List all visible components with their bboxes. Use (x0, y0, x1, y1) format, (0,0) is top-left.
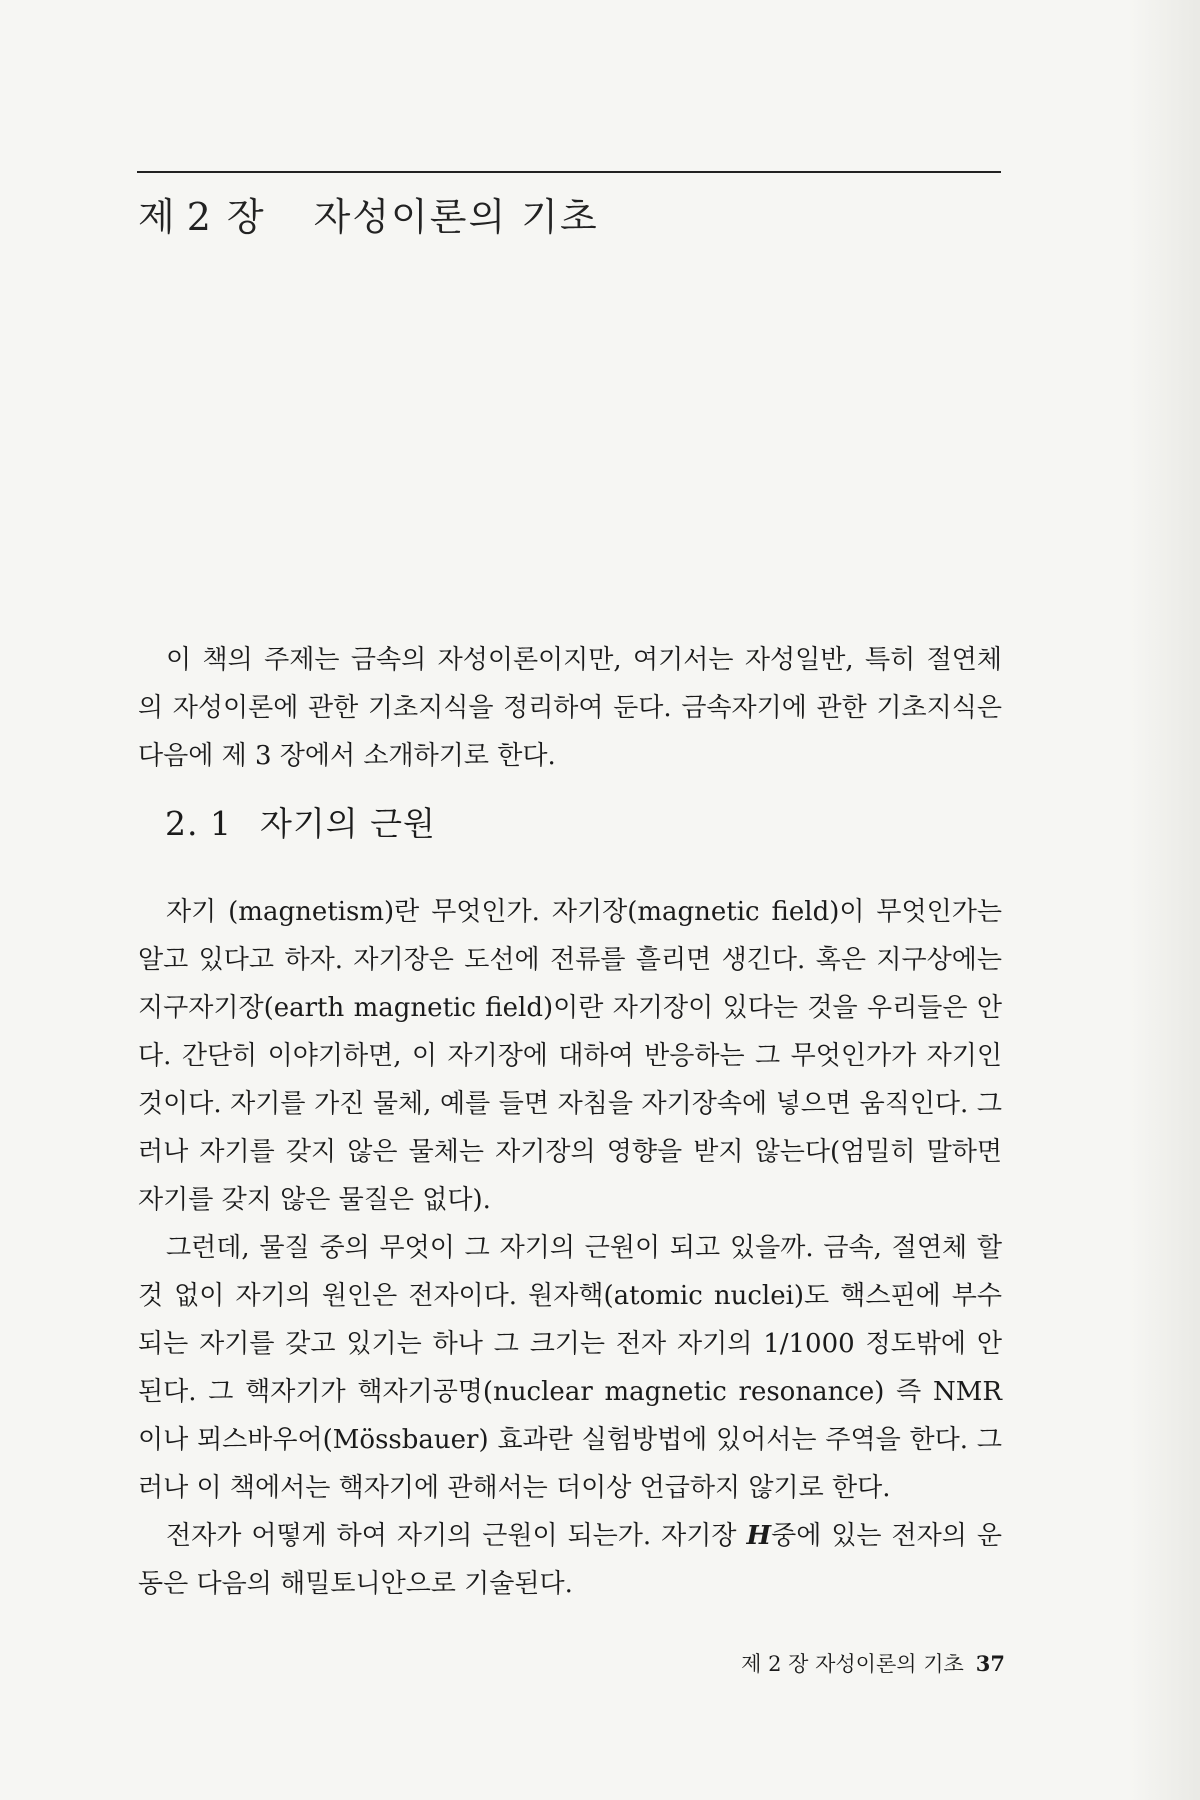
page-number: 37 (975, 1651, 1005, 1676)
section-title: 자기의 근원 (259, 804, 436, 843)
chapter-label-suffix: 장 (226, 195, 266, 239)
chapter-title (138, 186, 599, 241)
running-title: 제 2 장 자성이론의 기초 (741, 1652, 964, 1676)
intro-paragraph-block (138, 636, 1002, 780)
paragraph-3-start: 전자가 어떻게 하여 자기의 근원이 되는가. 자기장 (166, 1521, 747, 1551)
chapter-number: 2 (186, 195, 213, 239)
page-footer (665, 1648, 1005, 1678)
paragraph-3 (138, 1512, 1002, 1608)
main-text (138, 888, 1002, 1608)
intro-paragraph: 이 책의 주제는 금속의 자성이론이지만, 여기서는 자성일반, 특히 절연체의 자성이론에 관한 기초지식을 정리하여 둔다. 금속자기에 관한 기초지식은 다음에 제 3 장에서 소개하기로 한다. (138, 645, 1002, 771)
paragraph-1: 자기 (magnetism)란 무엇인가. 자기장(magnetic field)이 무엇인가는 알고 있다고 하자. 자기장은 도선에 전류를 흘리면 생긴다. 혹은 지구상에는 지구자기장(earth magnetic field)이란 자기장이 있다는 것을 우리들은 안다. 간단히 이야기하면, 이 자기장에 대하여 반응하는 그 무엇인가가 자기인 것이다. 자기를 가진 물체, 예를 들면 자침을 자기장속에 넣으면 움직인다. 그러나 자기를 갖지 않은 물체는 자기장의 영향을 받지 않는다(엄밀히 말하면 자기를 갖지 않은 물질은 없다). (138, 897, 1002, 1215)
paragraph-3-end: 중에 있는 전자의 운동은 다음의 해밀토니안으로 기술된다. (138, 1521, 1002, 1599)
scan-shadow-edge (1130, 0, 1200, 1800)
section-number: 2. 1 (165, 804, 232, 843)
magnetic-field-symbol: H (746, 1521, 772, 1551)
header-rule (137, 171, 1001, 173)
chapter-label-prefix: 제 (138, 195, 177, 239)
section-heading (165, 798, 436, 845)
chapter-title-text: 자성이론의 기초 (313, 195, 599, 239)
paragraph-2: 그런데, 물질 중의 무엇이 그 자기의 근원이 되고 있을까. 금속, 절연체 할 것 없이 자기의 원인은 전자이다. 원자핵(atomic nuclei)도 핵스핀에 부수되는 자기를 갖고 있기는 하나 그 크기는 전자 자기의 1/1000 정도밖에 안 된다. 그 핵자기가 핵자기공명(nuclear magnetic resonance) 즉 NMR이나 뫼스바우어(Mössbauer) 효과란 실험방법에 있어서는 주역을 한다. 그러나 이 책에서는 핵자기에 관해서는 더이상 언급하지 않기로 한다. (138, 1233, 1002, 1503)
